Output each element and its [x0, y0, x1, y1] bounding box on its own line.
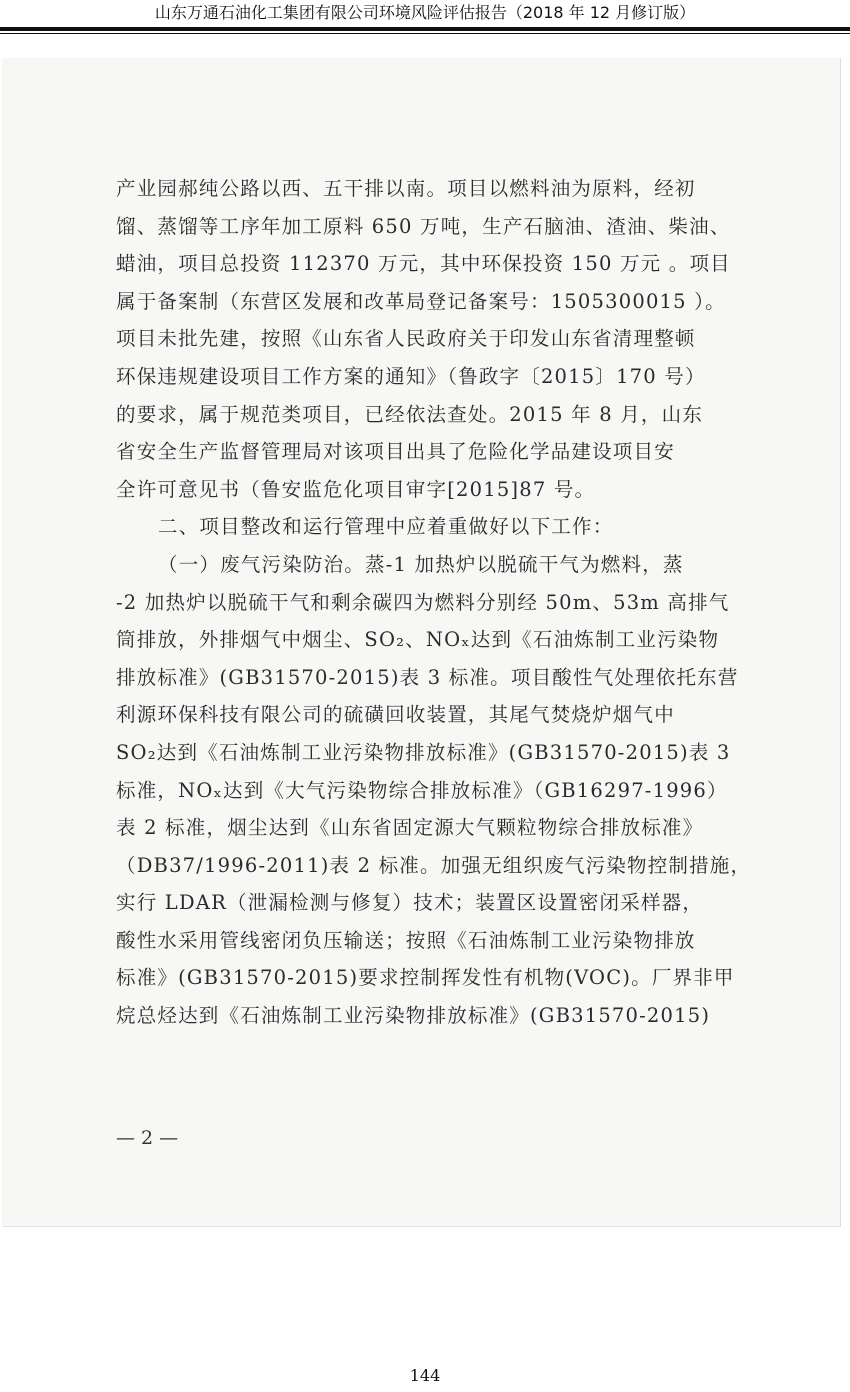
text-line: SO₂达到《石油炼制工业污染物排放标准》(GB31570-2015)表 3: [116, 740, 731, 764]
text-line: 的要求，属于规范类项目，已经依法查处。2015 年 8 月，山东: [116, 402, 704, 426]
text-line: （DB37/1996-2011)表 2 标准。加强无组织废气污染物控制措施，: [116, 853, 752, 877]
inner-page-number: — 2 —: [116, 1127, 179, 1149]
text-line: 环保违规建设项目工作方案的通知》（鲁政字〔2015〕170 号）: [116, 364, 706, 388]
text-line: 筒排放，外排烟气中烟尘、SO₂、NOₓ达到《石油炼制工业污染物: [116, 628, 720, 652]
document-body: [116, 170, 752, 1035]
text-line: 项目未批先建，按照《山东省人民政府关于印发山东省清理整顿: [116, 327, 696, 351]
header-rule-thick: [0, 27, 850, 31]
text-line: 实行 LDAR（泄漏检测与修复）技术；装置区设置密闭采样器，: [116, 891, 704, 915]
text-line: 馏、蒸馏等工序年加工原料 650 万吨，生产石脑油、渣油、柴油、: [116, 214, 731, 238]
section-heading: 二、项目整改和运行管理中应着重做好以下工作：: [158, 515, 614, 539]
header-rule-thin: [0, 33, 850, 34]
text-line: 排放标准》(GB31570-2015)表 3 标准。项目酸性气处理依托东营: [116, 665, 739, 689]
report-header: 山东万通石油化工集团有限公司环境风险评估报告（2018 年 12 月修订版）: [154, 3, 696, 22]
subsection-heading-line: （一）废气污染防治。蒸-1 加热炉以脱硫干气为燃料，蒸: [158, 552, 684, 576]
text-line: 利源环保科技有限公司的硫磺回收装置，其尾气焚烧炉烟气中: [116, 703, 675, 727]
text-line: 酸性水采用管线密闭负压输送；按照《石油炼制工业污染物排放: [116, 928, 696, 952]
page-number: 144: [409, 1366, 441, 1385]
text-line: 烷总烃达到《石油炼制工业污染物排放标准》(GB31570-2015): [116, 1004, 711, 1028]
text-line: 标准》(GB31570-2015)要求控制挥发性有机物(VOC)。厂界非甲: [116, 966, 735, 990]
text-line: 标准，NOₓ达到《大气污染物综合排放标准》（GB16297-1996）: [116, 778, 728, 802]
text-line: -2 加热炉以脱硫干气和剩余碳四为燃料分别经 50m、53m 高排气: [116, 590, 730, 614]
text-line: 属于备案制（东营区发展和改革局登记备案号：1505300015 ）。: [116, 289, 726, 313]
text-line: 全许可意见书（鲁安监危化项目审字[2015]87 号。: [116, 477, 596, 501]
text-line: 表 2 标准，烟尘达到《山东省固定源大气颗粒物综合排放标准》: [116, 816, 704, 840]
text-line: 产业园郝纯公路以西、五干排以南。项目以燃料油为原料，经初: [116, 177, 696, 200]
text-line: 蜡油，项目总投资 112370 万元，其中环保投资 150 万元 。项目: [116, 252, 731, 276]
text-line: 省安全生产监督管理局对该项目出具了危险化学品建设项目安: [116, 440, 675, 464]
